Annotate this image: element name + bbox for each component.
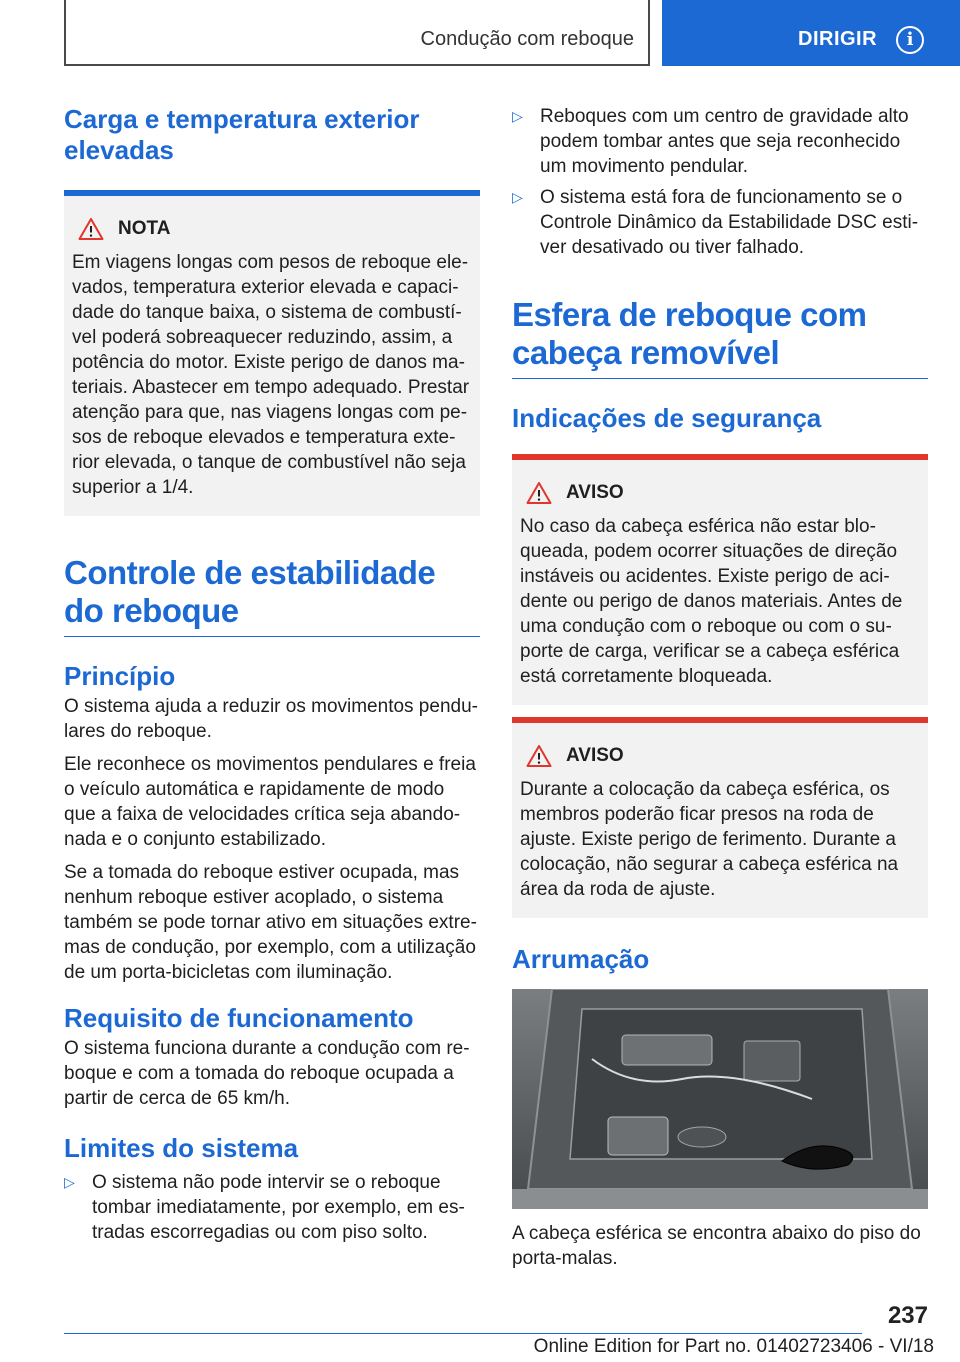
heading-controle: Controle de estabilidade do reboque	[64, 554, 480, 637]
header-chapter-box[interactable]	[662, 0, 960, 66]
list-item	[512, 185, 928, 260]
list-item-text: Reboques com um centro de gravidade alto podem tombar antes que seja reconhecido um movimento pendular.	[540, 106, 909, 177]
heading-limites: Limites do sistema	[64, 1133, 299, 1163]
heading-indicacoes: Indicações de segurança	[512, 403, 822, 433]
warning-box-2	[512, 717, 928, 918]
info-circle-icon[interactable]: i	[896, 26, 924, 54]
warning-box-1	[512, 454, 928, 705]
list-item-text: O sistema não pode intervir se o reboque tombar imediatamente, por exemplo, em es-tradas escorregadias ou com piso solto.	[92, 1172, 465, 1243]
note-title	[72, 216, 472, 242]
limites-list-continued	[512, 104, 928, 260]
warning-label-1: AVISO	[566, 482, 624, 503]
note-box	[64, 190, 480, 516]
principio-paragraph-1: O sistema ajuda a reduzir os movimentos pendu-lares do reboque.	[64, 696, 478, 742]
note-label: NOTA	[118, 218, 171, 239]
photo-caption: A cabeça esférica se encontra abaixo do piso do porta-malas.	[512, 1223, 921, 1269]
triangle-right-icon: ▷	[512, 189, 523, 205]
heading-esfera: Esfera de reboque com cabeça removível	[512, 296, 928, 379]
warning-text-1: No caso da cabeça esférica não estar blo-queada, podem ocorrer situações de direção instáveis ou acidentes. Existe perigo de aci-dente ou perigo de danos materiais. Antes de uma condução com o reboque ou com o su-porte de carga, verificar se a cabeça esférica está corretamente bloqueada.	[520, 516, 903, 687]
warning-triangle-icon	[78, 217, 104, 241]
header-section-box	[64, 0, 650, 66]
left-column	[64, 100, 480, 1245]
requisito-paragraph: O sistema funciona durante a condução com re-boque e com a tomada do reboque ocupada a partir de cerca de 65 km/h.	[64, 1038, 470, 1109]
triangle-right-icon: ▷	[64, 1174, 75, 1190]
limites-list	[64, 1170, 480, 1245]
right-column	[512, 104, 928, 1271]
trunk-photo	[512, 989, 928, 1209]
footer-edition: Online Edition for Part no. 01402723406 - VI/18	[533, 1336, 934, 1357]
list-item-text: O sistema está fora de funcionamento se o Controle Dinâmico da Estabilidade DSC esti-ver desativado ou tiver falhado.	[540, 187, 919, 258]
heading-requisito: Requisito de funcionamento	[64, 1003, 414, 1033]
warning-title-1	[520, 480, 920, 506]
list-item	[64, 1170, 480, 1245]
list-item	[512, 104, 928, 179]
principio-paragraph-2: Ele reconhece os movimentos pendulares e freia o veículo automática e rapidamente de modo que a faixa de velocidades crítica seja abando-nada e o conjunto estabilizado.	[64, 754, 476, 850]
footer-divider	[64, 1333, 862, 1334]
warning-triangle-icon	[526, 481, 552, 505]
warning-text-2: Durante a colocação da cabeça esférica, os membros poderão ficar presos na roda de ajuste. Existe perigo de ferimento. Durante a colocação, não segurar a cabeça esférica na área da roda de ajuste.	[520, 779, 899, 900]
header-section-title: Condução com reboque	[420, 28, 634, 50]
heading-principio: Princípio	[64, 661, 176, 691]
heading-carga: Carga e temperatura exterior elevadas	[64, 104, 420, 165]
warning-triangle-icon	[526, 744, 552, 768]
header-chapter-title[interactable]: DIRIGIR	[798, 28, 878, 50]
principio-paragraph-3: Se a tomada do reboque estiver ocupada, mas nenhum reboque estiver acoplado, o sistema também se pode tornar ativo em situações extre-mas de condução, por exemplo, com a utilização de um porta-bicicletas com iluminação.	[64, 862, 477, 983]
triangle-right-icon: ▷	[512, 108, 523, 124]
trunk-illustration	[512, 989, 928, 1209]
page-number: 237	[887, 1302, 928, 1329]
warning-title-2	[520, 743, 920, 769]
page-header	[0, 0, 960, 66]
warning-label-2: AVISO	[566, 745, 624, 766]
heading-arrumacao: Arrumação	[512, 944, 650, 974]
note-text: Em viagens longas com pesos de reboque ele-vados, temperatura exterior elevada e capaci-dade do tanque baixa, o sistema de combustí-vel poderá sobreaquecer reduzindo, assim, a potência do motor. Existe perigo de danos ma-teriais. Abastecer em tempo adequado. Prestar atenção para que, nas viagens longas com pe-sos de reboque elevados e temperatura exte-rior elevada, o tanque de combustível não seja superior a 1/4.	[72, 252, 470, 498]
